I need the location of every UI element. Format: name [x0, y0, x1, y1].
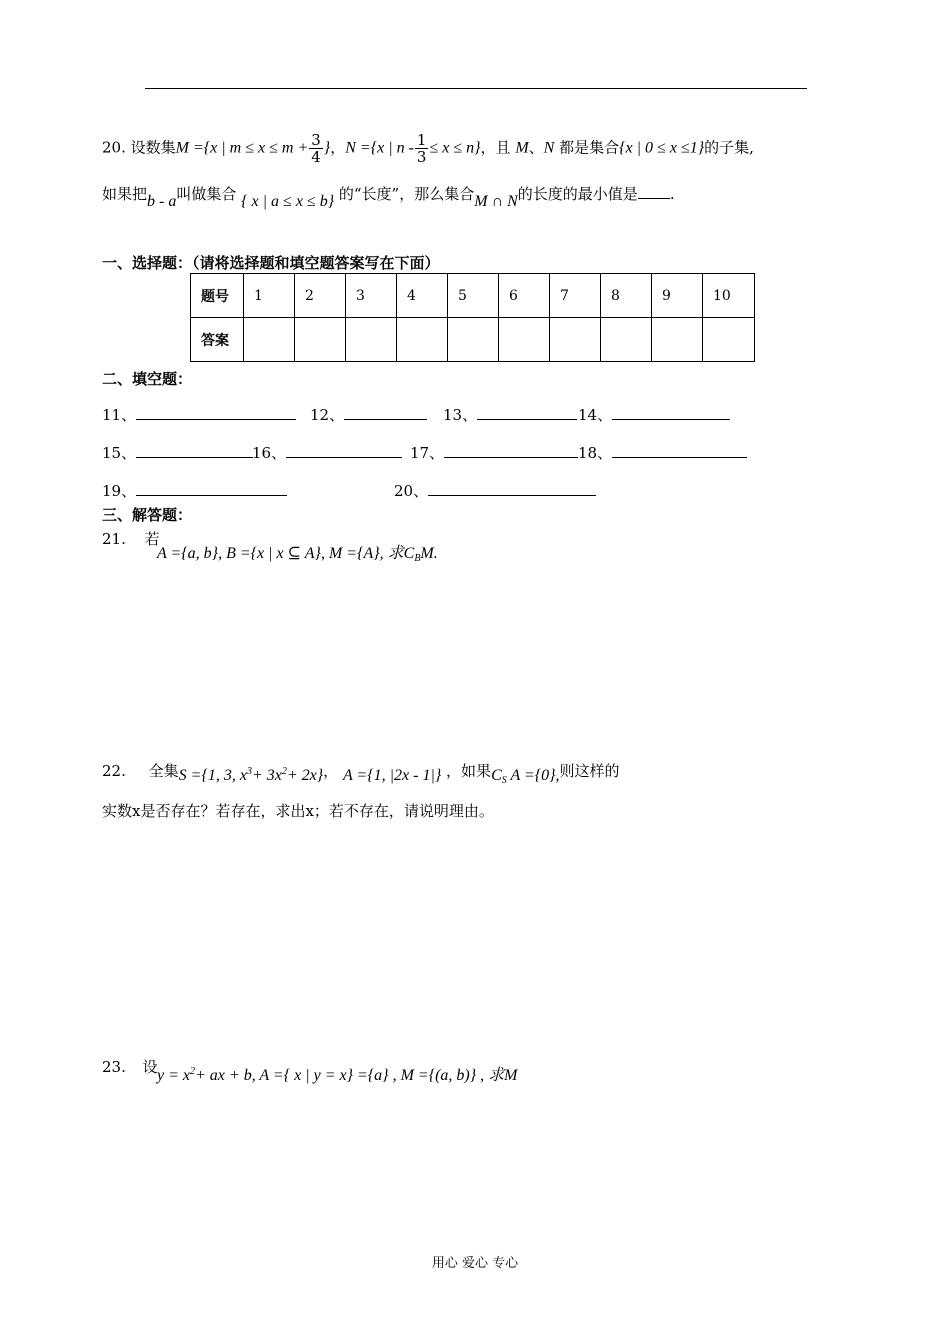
row-header: 题号 [191, 274, 244, 318]
blank-label: 12、 [310, 406, 345, 424]
blank-label: 18、 [578, 444, 613, 462]
math-expression: M ={x | m ≤ x ≤ m + [175, 139, 309, 157]
math-expression: $C_S$ A ={0}, [491, 767, 560, 786]
answer-cell[interactable] [244, 318, 295, 362]
question-21 [102, 528, 160, 549]
answer-cell[interactable] [346, 318, 397, 362]
math-expression: {x | 0 ≤ x ≤1} [619, 139, 705, 157]
fill-blank-12 [310, 404, 427, 425]
math-expression: + ax + b, A ={ x | y = x} ={a} , M ={(a, b)} , 求M [195, 1067, 518, 1084]
separator: ， [330, 138, 346, 157]
question-number: 22. [102, 762, 126, 780]
math-expression: } [323, 139, 331, 157]
section-3-title: 三、解答题： [102, 506, 193, 524]
question-21-math [157, 540, 438, 564]
table-cell: 5 [448, 274, 499, 318]
math-expression: N ={x | n - [345, 139, 414, 157]
question-text: ，如果 [446, 762, 492, 780]
table-cell: 9 [652, 274, 703, 318]
blank-label: 13、 [443, 406, 478, 424]
answer-blank[interactable] [638, 184, 670, 199]
answer-blank[interactable] [136, 481, 287, 496]
question-22-line2: 实数x是否存在？若存在，求出x；若不存在，请说明理由。 [102, 802, 494, 820]
table-cell: 4 [397, 274, 448, 318]
question-text: ，且 [480, 138, 511, 157]
blank-label: 15、 [102, 444, 137, 462]
answer-blank[interactable] [428, 481, 596, 496]
answer-cell[interactable] [397, 318, 448, 362]
math-expression: M. [420, 545, 438, 562]
blank-label: 11、 [102, 406, 137, 424]
question-text: . [669, 185, 675, 203]
header-rule [145, 88, 807, 89]
math-expression: b - a [147, 193, 177, 210]
answer-blank[interactable] [344, 405, 427, 420]
section-1-title: 一、选择题：（请将选择题和填空题答案写在下面） [102, 254, 440, 272]
math-expression: ≤ x ≤ n} [429, 139, 481, 157]
blank-label: 19、 [102, 482, 137, 500]
fill-blank-20 [394, 480, 596, 501]
fill-blank-row-1 [102, 404, 296, 425]
fill-blank-19 [102, 480, 287, 501]
table-cell: 6 [499, 274, 550, 318]
math-symbol: N [543, 139, 555, 157]
separator: ， [323, 762, 339, 780]
question-number: 20. [102, 138, 126, 157]
answer-cell[interactable] [295, 318, 346, 362]
fill-blank-15 [102, 442, 253, 463]
table-cell: 1 [244, 274, 295, 318]
question-text: 全集 [148, 762, 179, 780]
fill-blank-17 [410, 442, 578, 463]
math-expression: y = x [157, 1067, 190, 1084]
section-2-title: 二、填空题： [102, 370, 193, 388]
question-23-math [157, 1062, 518, 1085]
question-text: 设 [142, 1058, 158, 1076]
fill-blank-16 [252, 442, 402, 463]
math-symbol: M [515, 139, 529, 157]
blank-label: 14、 [578, 406, 613, 424]
table-row [191, 318, 755, 362]
blank-label: 20、 [394, 482, 429, 500]
math-expression: S ={1, 3, $x^3+ 3x^2+ 2x$} [178, 766, 324, 784]
question-23 [102, 1056, 158, 1077]
question-text: 则这样的 [559, 762, 620, 780]
question-text: 的“长度”，那么集合 [338, 185, 475, 203]
row-header: 答案 [191, 318, 244, 362]
question-text: 、 [528, 138, 544, 157]
table-cell: 2 [295, 274, 346, 318]
math-expression: A ={a, b}, B ={x | x ⊆ A}, M ={A}, 求C [157, 545, 415, 562]
answer-blank[interactable] [136, 405, 296, 420]
math-superscript: 2 [190, 1066, 195, 1077]
footer-text: 用心 爱心 专心 [431, 1256, 519, 1271]
math-subscript: B [414, 553, 421, 564]
answer-table [190, 273, 755, 362]
math-expression: { x | a ≤ x ≤ b} [241, 193, 335, 210]
answer-blank[interactable] [612, 405, 730, 420]
math-expression: A ={1, |2x - 1|} [342, 767, 442, 784]
table-cell: 3 [346, 274, 397, 318]
fill-blank-14 [578, 404, 730, 425]
fraction: $\frac{3}{4}$ [311, 131, 321, 166]
question-22-line1 [102, 760, 620, 786]
answer-blank[interactable] [612, 443, 747, 458]
question-number: 21. [102, 530, 126, 548]
answer-cell[interactable] [601, 318, 652, 362]
answer-blank[interactable] [477, 405, 577, 420]
question-number: 23. [102, 1058, 126, 1076]
answer-blank[interactable] [136, 443, 253, 458]
question-20-line1 [102, 132, 754, 165]
answer-cell[interactable] [550, 318, 601, 362]
question-text: 若 [144, 530, 160, 548]
fraction: $\frac{1}{3}$ [416, 131, 427, 166]
math-expression: M ∩ N [474, 193, 518, 210]
question-text: 如果把 [102, 185, 148, 203]
fill-blank-18 [578, 442, 747, 463]
blank-label: 16、 [252, 444, 287, 462]
question-text: 的长度的最小值是 [517, 185, 638, 203]
table-row [191, 274, 755, 318]
blank-label: 17、 [410, 444, 445, 462]
answer-cell[interactable] [499, 318, 550, 362]
question-text: 叫做集合 [176, 185, 237, 203]
fill-blank-13 [443, 404, 577, 425]
table-cell: 8 [601, 274, 652, 318]
table-cell: 7 [550, 274, 601, 318]
question-text: 都是集合 [559, 138, 620, 157]
answer-cell[interactable] [652, 318, 703, 362]
question-20-line2 [102, 183, 675, 210]
table-cell: 10 [703, 274, 755, 318]
question-text: 的子集, [704, 138, 754, 157]
answer-cell[interactable] [703, 318, 755, 362]
answer-blank[interactable] [286, 443, 402, 458]
question-text: 设数集 [130, 138, 176, 157]
answer-cell[interactable] [448, 318, 499, 362]
answer-blank[interactable] [444, 443, 578, 458]
